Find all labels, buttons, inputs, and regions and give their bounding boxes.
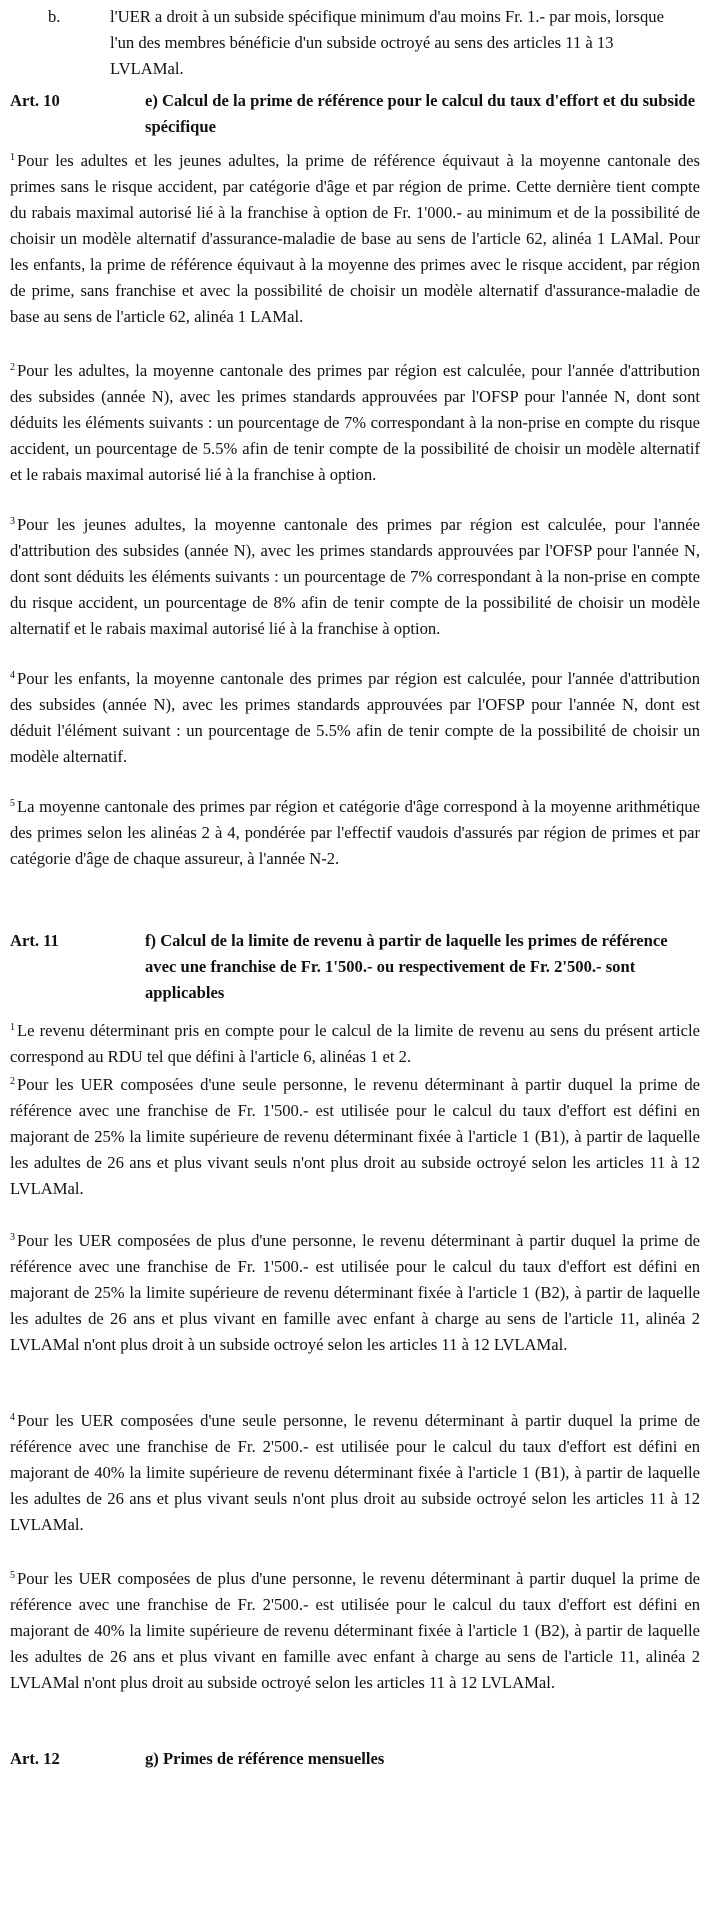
list-item-b <box>48 4 688 82</box>
paragraph <box>10 794 700 872</box>
paragraph-number: 5 <box>10 798 15 809</box>
article-title: g) Primes de référence mensuelles <box>145 1749 385 1768</box>
paragraph-text: Pour les UER composées d'une seule personne, le revenu déterminant à partir duquel la prime de référence avec une franchise de Fr. 2'500.- est utilisée pour le calcul du taux d'effort est défini en majorant de 40% la limite supérieure de revenu déterminant fixée à l'article 1 (B1), à partir de laquelle les adultes de 26 ans et plus vivant seuls n'ont plus droit au subside octroyé selon les articles 11 à 12 LVLAMal. <box>10 1411 700 1534</box>
paragraph-text: Pour les UER composées de plus d'une personne, le revenu déterminant à partir duquel la prime de référence avec une franchise de Fr. 1'500.- est utilisée pour le calcul du taux d'effort est défini en majorant de 25% la limite supérieure de revenu déterminant fixée à l'article 1 (B2), à partir de laquelle les adultes de 26 ans et plus vivant en famille avec enfant à charge au sens de l'article 11, alinéa 2 LVLAMal n'ont plus droit à un subside octroyé selon les articles 11 à 12 LVLAMal. <box>10 1231 700 1354</box>
paragraph-number: 4 <box>10 1412 15 1423</box>
article-number: Art. 12 <box>10 1749 60 1768</box>
paragraph <box>10 512 700 642</box>
paragraph-text: Le revenu déterminant pris en compte pour le calcul de la limite de revenu au sens du présent article correspond au RDU tel que défini à l'article 6, alinéas 1 et 2. <box>10 1021 700 1066</box>
paragraph-text: Pour les UER composées d'une seule personne, le revenu déterminant à partir duquel la prime de référence avec une franchise de Fr. 1'500.- est utilisée pour le calcul du taux d'effort est défini en majorant de 25% la limite supérieure de revenu déterminant fixée à l'article 1 (B1), à partir de laquelle les adultes de 26 ans et plus vivant seuls n'ont plus droit au subside octroyé selon les articles 11 à 12 LVLAMal. <box>10 1075 700 1198</box>
paragraph <box>10 148 700 330</box>
paragraph-number: 3 <box>10 1232 15 1243</box>
paragraph-text: Pour les adultes, la moyenne cantonale des primes par région est calculée, pour l'année d'attribution des subsides (année N), avec les primes standards approuvées par l'OFSP pour l'année N, dont sont déduits les éléments suivants : un pourcentage de 7% correspondant à la non-prise en compte du risque accident, un pourcentage de 5.5% afin de tenir compte de la possibilité de choisir un modèle alternatif et le rabais maximal autorisé lié à la franchise à option. <box>10 361 700 484</box>
paragraph-number: 2 <box>10 362 15 373</box>
paragraph-text: La moyenne cantonale des primes par région et catégorie d'âge correspond à la moyenne arithmétique des primes selon les alinéas 2 à 4, pondérée par l'effectif vaudois d'assurés par région de primes et par catégorie d'âge de chaque assureur, à l'année N-2. <box>10 797 700 868</box>
article-heading-12 <box>10 1746 700 1772</box>
article-title: f) Calcul de la limite de revenu à partir de laquelle les primes de référence avec une franchise de Fr. 1'500.- ou respectivement de Fr. 2'500.- sont applicables <box>145 931 668 1002</box>
list-item-text: l'UER a droit à un subside spécifique minimum d'au moins Fr. 1.- par mois, lorsque l'un des membres bénéficie d'un subside octroyé au sens des articles 11 à 13 LVLAMal. <box>110 7 664 78</box>
paragraph <box>10 1228 700 1358</box>
paragraph <box>10 1408 700 1538</box>
paragraph <box>10 1072 700 1202</box>
paragraph <box>10 1566 700 1696</box>
paragraph-text: Pour les enfants, la moyenne cantonale des primes par région est calculée, pour l'année d'attribution des subsides (année N), avec les primes standards approuvées par l'OFSP pour l'année N, dont est déduit l'élément suivant : un pourcentage de 5.5% afin de tenir compte de la possibilité de choisir un modèle alternatif. <box>10 669 700 766</box>
paragraph-text: Pour les UER composées de plus d'une personne, le revenu déterminant à partir duquel la prime de référence avec une franchise de Fr. 2'500.- est utilisée pour le calcul du taux d'effort est défini en majorant de 40% la limite supérieure de revenu déterminant fixée à l'article 1 (B2), à partir de laquelle les adultes de 26 ans et plus vivant en famille avec enfant à charge au sens de l'article 11, alinéa 2 LVLAMal n'ont plus droit au subside octroyé selon les articles 11 à 12 LVLAMal. <box>10 1569 700 1692</box>
paragraph-number: 2 <box>10 1076 15 1087</box>
paragraph-number: 5 <box>10 1570 15 1581</box>
paragraph-text: Pour les adultes et les jeunes adultes, la prime de référence équivaut à la moyenne cantonale des primes sans le risque accident, par catégorie d'âge et par région de prime. Cette dernière tient compte du rabais maximal autorisé lié à la franchise à option de Fr. 1'000.- au minimum et de la possibilité de choisir un modèle alternatif d'assurance-maladie de base au sens de l'article 62, alinéa 1 LAMal. Pour les enfants, la prime de référence équivaut à la moyenne des primes avec le risque accident, par région de prime, sans franchise et avec la possibilité de choisir un modèle alternatif d'assurance-maladie de base au sens de l'article 62, alinéa 1 LAMal. <box>10 151 700 326</box>
paragraph <box>10 358 700 488</box>
paragraph-number: 1 <box>10 1022 15 1033</box>
list-marker: b. <box>48 7 61 26</box>
paragraph-number: 1 <box>10 152 15 163</box>
paragraph-number: 3 <box>10 516 15 527</box>
paragraph <box>10 1018 700 1070</box>
article-title: e) Calcul de la prime de référence pour le calcul du taux d'effort et du subside spécifique <box>145 91 696 136</box>
article-heading-10 <box>10 88 700 140</box>
article-heading-11 <box>10 928 700 1006</box>
paragraph-text: Pour les jeunes adultes, la moyenne cantonale des primes par région est calculée, pour l'année d'attribution des subsides (année N), avec les primes standards approuvées par l'OFSP pour l'année N, dont sont déduits les éléments suivants : un pourcentage de 7% correspondant à la non-prise en compte du risque accident, un pourcentage de 8% afin de tenir compte de la possibilité de choisir un modèle alternatif et le rabais maximal autorisé lié à la franchise à option. <box>10 515 700 638</box>
paragraph <box>10 666 700 770</box>
article-number: Art. 11 <box>10 931 59 950</box>
article-number: Art. 10 <box>10 91 60 110</box>
paragraph-number: 4 <box>10 670 15 681</box>
